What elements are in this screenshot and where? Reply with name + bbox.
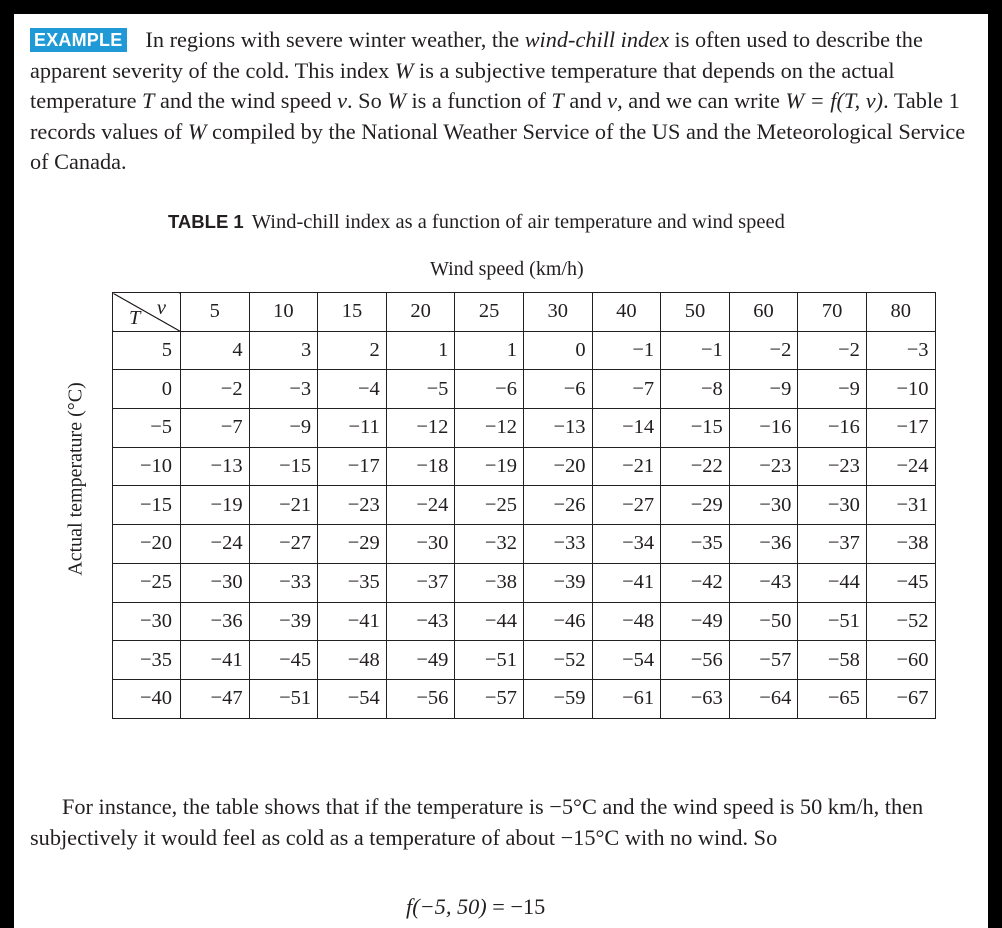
wind-chill-value: −7 xyxy=(592,370,661,409)
wind-chill-value: −37 xyxy=(386,563,455,602)
wind-chill-value: −46 xyxy=(523,602,592,641)
wind-chill-value: −35 xyxy=(318,563,387,602)
wind-chill-value: −14 xyxy=(592,409,661,448)
textbook-page xyxy=(14,14,988,928)
table-header-row xyxy=(113,293,936,332)
wind-chill-value: −31 xyxy=(866,486,935,525)
wind-chill-value: −64 xyxy=(729,679,798,718)
wind-chill-value: −6 xyxy=(455,370,524,409)
wind-chill-value: −23 xyxy=(798,447,867,486)
table-corner-cell xyxy=(113,293,181,332)
wind-chill-value: −27 xyxy=(592,486,661,525)
wind-chill-value: 1 xyxy=(386,331,455,370)
wind-chill-value: −2 xyxy=(181,370,250,409)
wind-chill-value: −30 xyxy=(181,563,250,602)
wind-speed-header: 5 xyxy=(181,293,250,332)
wind-chill-value: 2 xyxy=(318,331,387,370)
wind-chill-value: −60 xyxy=(866,641,935,680)
wind-chill-value: 0 xyxy=(523,331,592,370)
wind-chill-value: −26 xyxy=(523,486,592,525)
temperature-row-header: −20 xyxy=(113,525,181,564)
wind-chill-value: −41 xyxy=(592,563,661,602)
wind-chill-value: −29 xyxy=(661,486,730,525)
equation: f(−5, 50) = −15 xyxy=(406,894,546,919)
wind-chill-value: −57 xyxy=(729,641,798,680)
wind-chill-value: −52 xyxy=(523,641,592,680)
wind-chill-value: −12 xyxy=(386,409,455,448)
wind-chill-value: −41 xyxy=(181,641,250,680)
wind-chill-value: −48 xyxy=(592,602,661,641)
wind-chill-value: −17 xyxy=(318,447,387,486)
wind-chill-value: −30 xyxy=(798,486,867,525)
wind-chill-value: −24 xyxy=(181,525,250,564)
wind-chill-value: −29 xyxy=(318,525,387,564)
table-row xyxy=(113,525,936,564)
wind-chill-value: −33 xyxy=(523,525,592,564)
term-wind-chill-index: wind-chill index xyxy=(524,27,669,52)
wind-chill-value: −56 xyxy=(661,641,730,680)
table-body xyxy=(113,331,936,718)
wind-chill-value: −8 xyxy=(661,370,730,409)
table-row xyxy=(113,679,936,718)
temperature-axis-label: Actual temperature (°C) xyxy=(64,382,87,576)
table-row xyxy=(113,563,936,602)
table-row xyxy=(113,602,936,641)
wind-chill-value: −19 xyxy=(181,486,250,525)
wind-chill-value: −51 xyxy=(249,679,318,718)
wind-chill-value: −33 xyxy=(249,563,318,602)
wind-chill-value: −39 xyxy=(249,602,318,641)
wind-chill-value: −17 xyxy=(866,409,935,448)
wind-chill-value: 1 xyxy=(455,331,524,370)
wind-speed-header: 20 xyxy=(386,293,455,332)
wind-chill-value: −44 xyxy=(455,602,524,641)
wind-chill-value: −15 xyxy=(661,409,730,448)
wind-chill-value: −52 xyxy=(866,602,935,641)
wind-chill-value: 4 xyxy=(181,331,250,370)
wind-chill-value: −54 xyxy=(592,641,661,680)
wind-chill-value: −24 xyxy=(386,486,455,525)
wind-chill-value: −3 xyxy=(249,370,318,409)
wind-chill-value: −49 xyxy=(386,641,455,680)
wind-chill-value: −15 xyxy=(249,447,318,486)
wind-chill-value: −45 xyxy=(249,641,318,680)
wind-speed-header: 70 xyxy=(798,293,867,332)
wind-chill-value: −30 xyxy=(386,525,455,564)
temperature-row-header: −40 xyxy=(113,679,181,718)
wind-chill-value: −43 xyxy=(386,602,455,641)
wind-speed-header: 10 xyxy=(249,293,318,332)
example-badge: EXAMPLE xyxy=(30,28,127,52)
table-row xyxy=(113,370,936,409)
wind-chill-value: −42 xyxy=(661,563,730,602)
wind-chill-value: −67 xyxy=(866,679,935,718)
wind-speed-axis-label: Wind speed (km/h) xyxy=(430,258,584,280)
wind-chill-value: −1 xyxy=(592,331,661,370)
wind-chill-value: −30 xyxy=(729,486,798,525)
wind-chill-value: −1 xyxy=(661,331,730,370)
wind-chill-value: −41 xyxy=(318,602,387,641)
wind-chill-value: −44 xyxy=(798,563,867,602)
wind-chill-table xyxy=(112,292,936,719)
wind-chill-value: −20 xyxy=(523,447,592,486)
wind-chill-value: −54 xyxy=(318,679,387,718)
wind-chill-value: −24 xyxy=(866,447,935,486)
table-caption-label: TABLE 1 xyxy=(168,211,244,232)
temperature-row-header: −10 xyxy=(113,447,181,486)
wind-chill-value: −35 xyxy=(661,525,730,564)
wind-chill-value: −39 xyxy=(523,563,592,602)
wind-chill-value: −32 xyxy=(455,525,524,564)
wind-chill-value: −23 xyxy=(318,486,387,525)
wind-chill-value: −48 xyxy=(318,641,387,680)
wind-chill-value: −21 xyxy=(249,486,318,525)
wind-chill-value: −49 xyxy=(661,602,730,641)
temperature-row-header: 5 xyxy=(113,331,181,370)
wind-chill-value: −56 xyxy=(386,679,455,718)
wind-chill-value: −9 xyxy=(798,370,867,409)
followup-paragraph: For instance, the table shows that if the temperature is −5°C and the wind speed is 50 km/h, then subjectively it would feel as cold as a temperature of about −15°C with no wind. So xyxy=(30,794,924,850)
wind-chill-value: −23 xyxy=(729,447,798,486)
wind-chill-value: −13 xyxy=(181,447,250,486)
temperature-row-header: 0 xyxy=(113,370,181,409)
wind-chill-value: −59 xyxy=(523,679,592,718)
wind-chill-value: −27 xyxy=(249,525,318,564)
wind-chill-value: −34 xyxy=(592,525,661,564)
wind-speed-header: 25 xyxy=(455,293,524,332)
temperature-row-header: −25 xyxy=(113,563,181,602)
wind-speed-header: 60 xyxy=(729,293,798,332)
wind-chill-value: −36 xyxy=(181,602,250,641)
wind-chill-value: −38 xyxy=(866,525,935,564)
wind-chill-value: −38 xyxy=(455,563,524,602)
wind-speed-header: 30 xyxy=(523,293,592,332)
wind-chill-value: −2 xyxy=(729,331,798,370)
wind-chill-value: −65 xyxy=(798,679,867,718)
wind-chill-value: −9 xyxy=(729,370,798,409)
wind-chill-value: −6 xyxy=(523,370,592,409)
table-row xyxy=(113,641,936,680)
table-row xyxy=(113,486,936,525)
wind-chill-value: −5 xyxy=(386,370,455,409)
temperature-row-header: −30 xyxy=(113,602,181,641)
wind-chill-value: −47 xyxy=(181,679,250,718)
table-row xyxy=(113,409,936,448)
table-row xyxy=(113,331,936,370)
wind-chill-value: −45 xyxy=(866,563,935,602)
temperature-row-header: −5 xyxy=(113,409,181,448)
wind-chill-value: −57 xyxy=(455,679,524,718)
temperature-row-header: −15 xyxy=(113,486,181,525)
table-row xyxy=(113,447,936,486)
example-paragraph: EXAMPLE In regions with severe winter weather, the wind-chill index is often used to describe the apparent severity of the cold. This index W is a subjective temperature that depends on the actual temperature T and the wind speed v. So W is a function of T and v, and we can write W = f(T, v). Table 1 records values of W compiled by the National Weather Service of the US and the Meteorological Service of Canada. xyxy=(30,27,966,174)
table-caption-text: Wind-chill index as a function of air temperature and wind speed xyxy=(251,211,785,233)
wind-chill-value: −37 xyxy=(798,525,867,564)
wind-chill-value: −25 xyxy=(455,486,524,525)
wind-chill-value: −12 xyxy=(455,409,524,448)
wind-speed-header: 80 xyxy=(866,293,935,332)
corner-v-label: v xyxy=(156,297,166,319)
wind-chill-value: −43 xyxy=(729,563,798,602)
corner-t-label: T xyxy=(129,306,141,329)
wind-chill-value: −16 xyxy=(798,409,867,448)
wind-chill-value: −22 xyxy=(661,447,730,486)
wind-chill-value: −63 xyxy=(661,679,730,718)
wind-chill-value: −4 xyxy=(318,370,387,409)
wind-speed-header: 40 xyxy=(592,293,661,332)
wind-chill-value: −9 xyxy=(249,409,318,448)
wind-chill-value: −7 xyxy=(181,409,250,448)
wind-chill-value: −36 xyxy=(729,525,798,564)
wind-speed-header: 15 xyxy=(318,293,387,332)
wind-chill-value: −11 xyxy=(318,409,387,448)
wind-chill-value: −61 xyxy=(592,679,661,718)
wind-chill-value: −51 xyxy=(798,602,867,641)
inline-formula: W = f(T, v) xyxy=(785,88,884,113)
wind-chill-value: −16 xyxy=(729,409,798,448)
wind-chill-value: −50 xyxy=(729,602,798,641)
wind-speed-header: 50 xyxy=(661,293,730,332)
wind-chill-value: −3 xyxy=(866,331,935,370)
wind-chill-value: −51 xyxy=(455,641,524,680)
wind-chill-value: −10 xyxy=(866,370,935,409)
wind-chill-value: −19 xyxy=(455,447,524,486)
table-caption xyxy=(168,211,785,234)
wind-chill-value: −13 xyxy=(523,409,592,448)
wind-chill-value: −18 xyxy=(386,447,455,486)
wind-chill-value: −58 xyxy=(798,641,867,680)
wind-chill-value: −21 xyxy=(592,447,661,486)
wind-chill-value: 3 xyxy=(249,331,318,370)
wind-chill-value: −2 xyxy=(798,331,867,370)
temperature-row-header: −35 xyxy=(113,641,181,680)
